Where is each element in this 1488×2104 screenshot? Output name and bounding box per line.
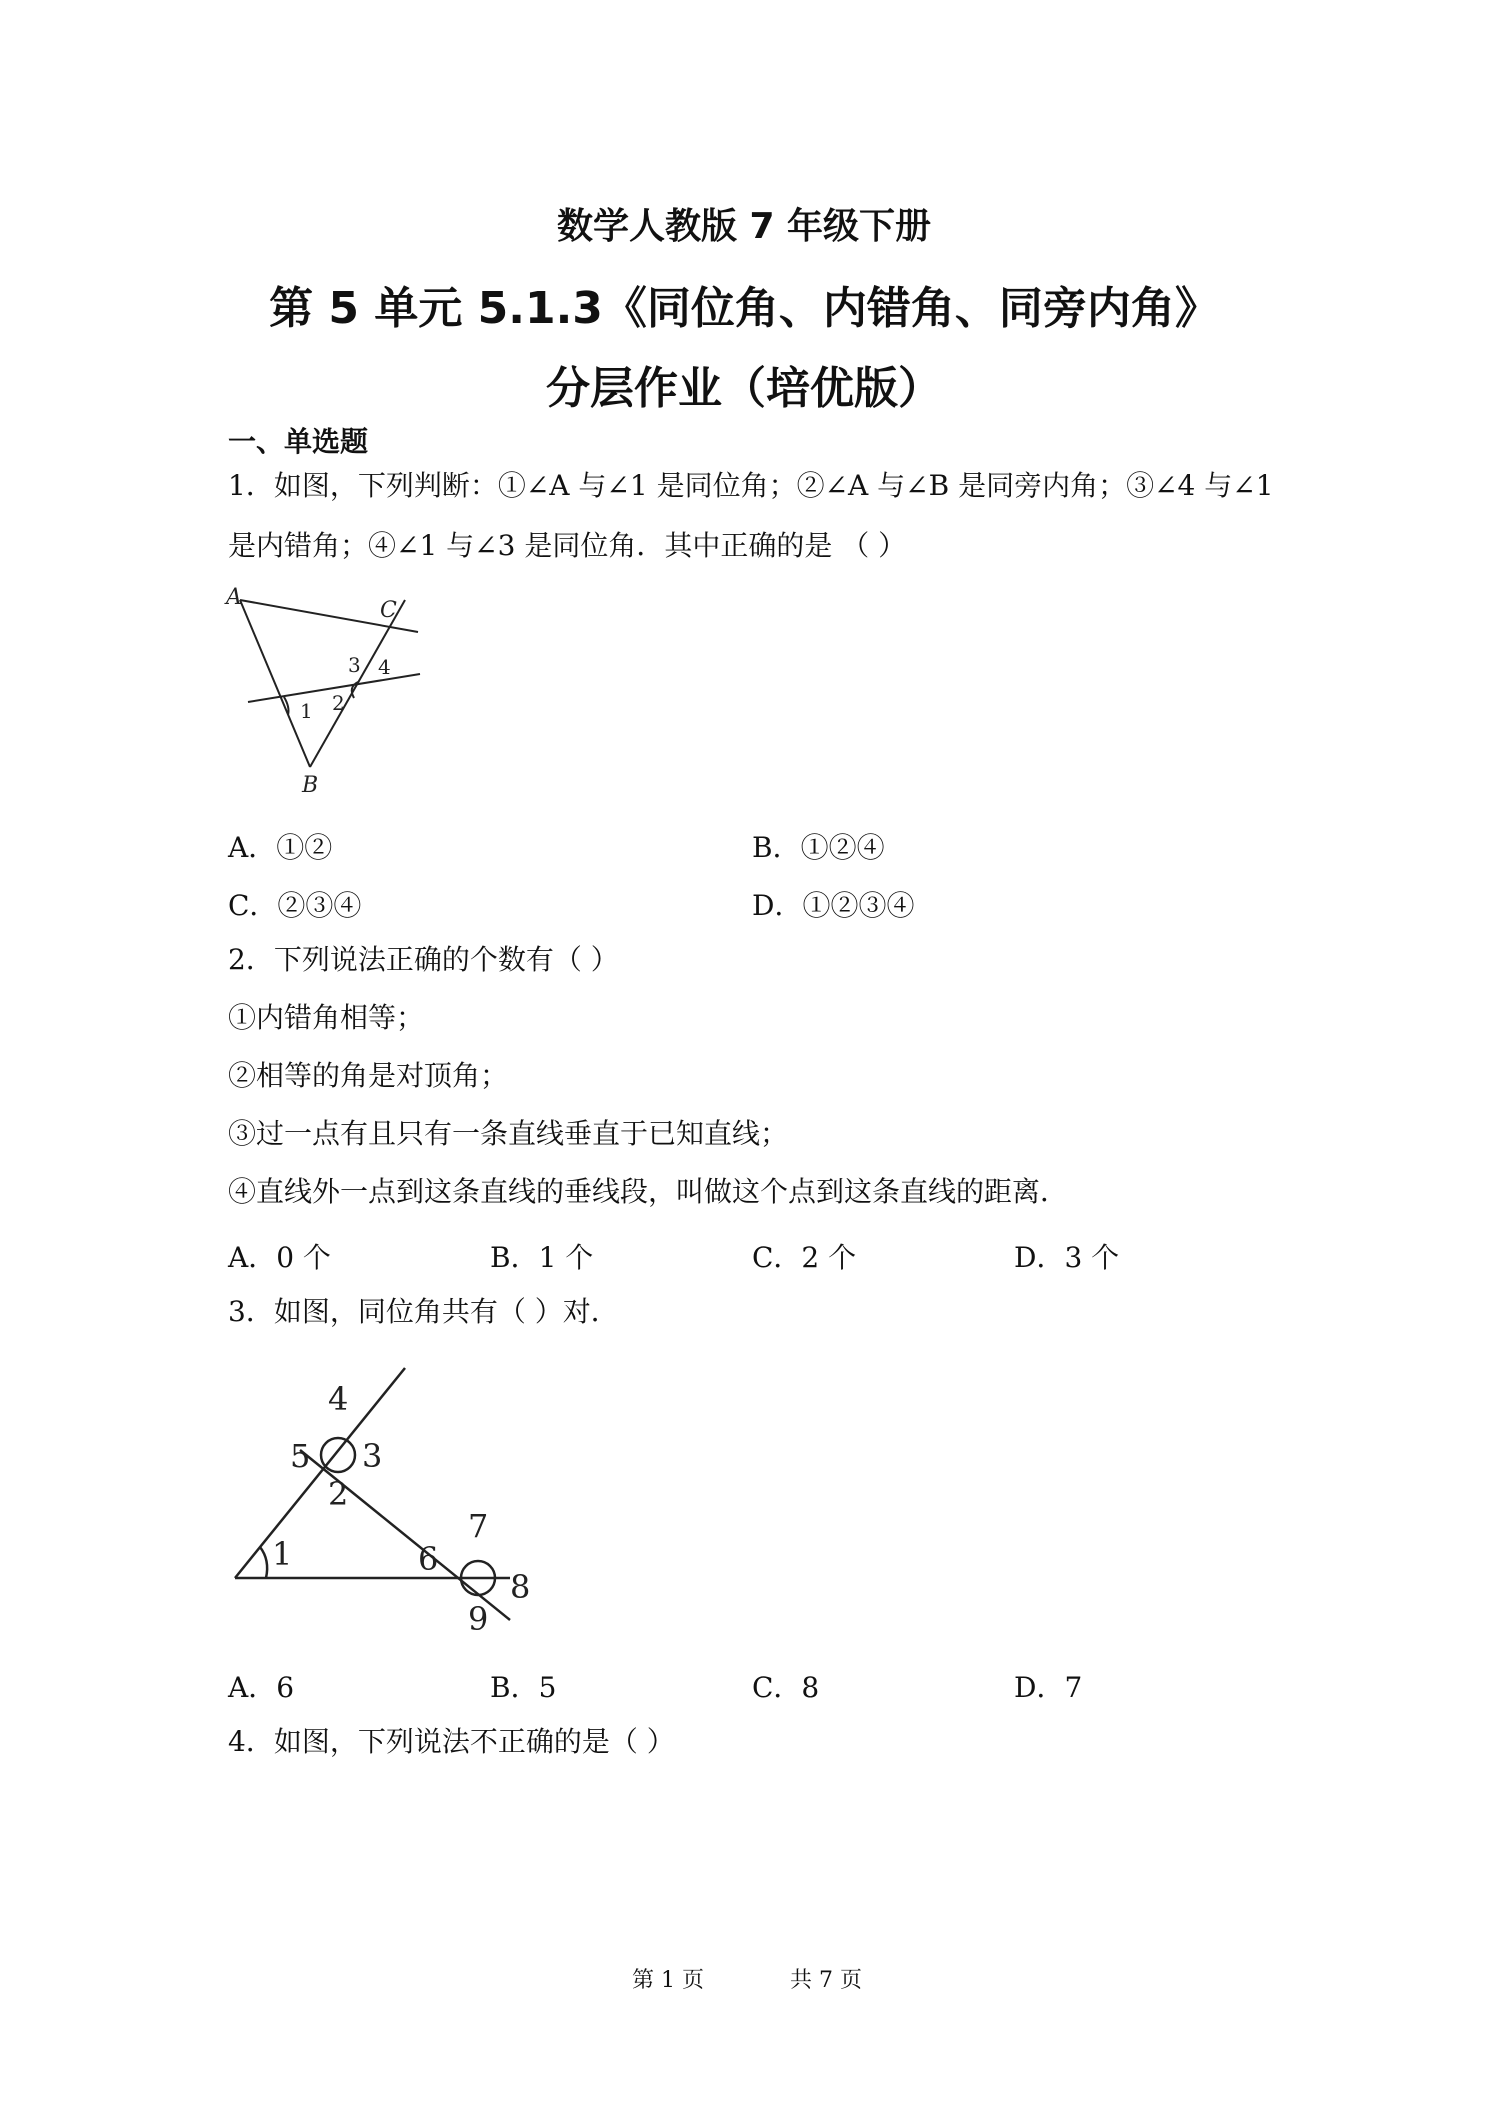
q1-label-a: A [226, 585, 242, 610]
q1-figure [220, 582, 440, 802]
q1-option-c[interactable]: C．②③④ [228, 889, 362, 922]
q3-label-3: 3 [362, 1437, 383, 1475]
q1-label-4: 4 [378, 655, 391, 679]
q3-figure [220, 1350, 560, 1640]
q1-stem-line2: 是内错角；④∠1 与∠3 是同位角．其中正确的是 （ ） [228, 529, 907, 562]
q3-option-d[interactable]: D．7 [1014, 1671, 1083, 1704]
q1-label-b: B [302, 773, 319, 798]
q3-label-1: 1 [272, 1535, 293, 1573]
q3-label-7: 7 [468, 1507, 489, 1545]
q3-stem: 3．如图，同位角共有（ ）对． [228, 1295, 619, 1328]
page-total: 共 7 页 [790, 1968, 862, 1993]
q3-label-6: 6 [418, 1540, 439, 1578]
q3-label-9: 9 [468, 1600, 489, 1638]
q1-line-ab [240, 600, 310, 767]
homework-subtitle: 分层作业（培优版） [546, 363, 942, 414]
q1-label-1: 1 [300, 699, 313, 723]
q1-label-3: 3 [348, 653, 361, 677]
q2-statement-4: ④直线外一点到这条直线的垂线段，叫做这个点到这条直线的距离． [228, 1175, 1069, 1208]
q4-stem: 4．如图，下列说法不正确的是（ ） [228, 1725, 675, 1758]
q3-angle1-arc [260, 1547, 267, 1578]
q1-label-c: C [380, 598, 397, 623]
q3-option-a[interactable]: A．6 [228, 1671, 295, 1704]
q2-statement-1: ①内错角相等； [228, 1001, 425, 1034]
unit-title: 第 5 单元 5.1.3《同位角、内错角、同旁内角》 [269, 283, 1219, 334]
q3-upper-circle [321, 1438, 355, 1472]
q3-label-4: 4 [328, 1380, 349, 1418]
q3-label-5: 5 [290, 1437, 311, 1475]
document-title: 数学人教版 7 年级下册 [556, 206, 932, 247]
q2-stem: 2．下列说法正确的个数有（ ） [228, 943, 619, 976]
q2-option-b[interactable]: B．1 个 [490, 1241, 594, 1274]
q1-option-b[interactable]: B．①②④ [752, 831, 885, 864]
q1-option-d[interactable]: D．①②③④ [752, 889, 915, 922]
page-number: 第 1 页 [632, 1968, 704, 1993]
q1-stem-line1: 1．如图，下列判断：①∠A 与∠1 是同位角；②∠A 与∠B 是同旁内角；③∠4 与∠1 [228, 469, 1274, 502]
q3-label-2: 2 [328, 1475, 349, 1513]
q1-option-a[interactable]: A．①② [228, 831, 333, 864]
q1-label-2: 2 [332, 691, 345, 715]
q3-option-c[interactable]: C．8 [752, 1671, 820, 1704]
q2-option-d[interactable]: D．3 个 [1014, 1241, 1120, 1274]
q3-label-8: 8 [510, 1568, 531, 1606]
q2-option-a[interactable]: A．0 个 [228, 1241, 331, 1274]
q2-statement-2: ②相等的角是对顶角； [228, 1059, 509, 1092]
section-heading: 一、单选题 [228, 425, 369, 458]
q2-statement-3: ③过一点有且只有一条直线垂直于已知直线； [228, 1117, 789, 1150]
q2-option-c[interactable]: C．2 个 [752, 1241, 857, 1274]
q3-option-b[interactable]: B．5 [490, 1671, 557, 1704]
